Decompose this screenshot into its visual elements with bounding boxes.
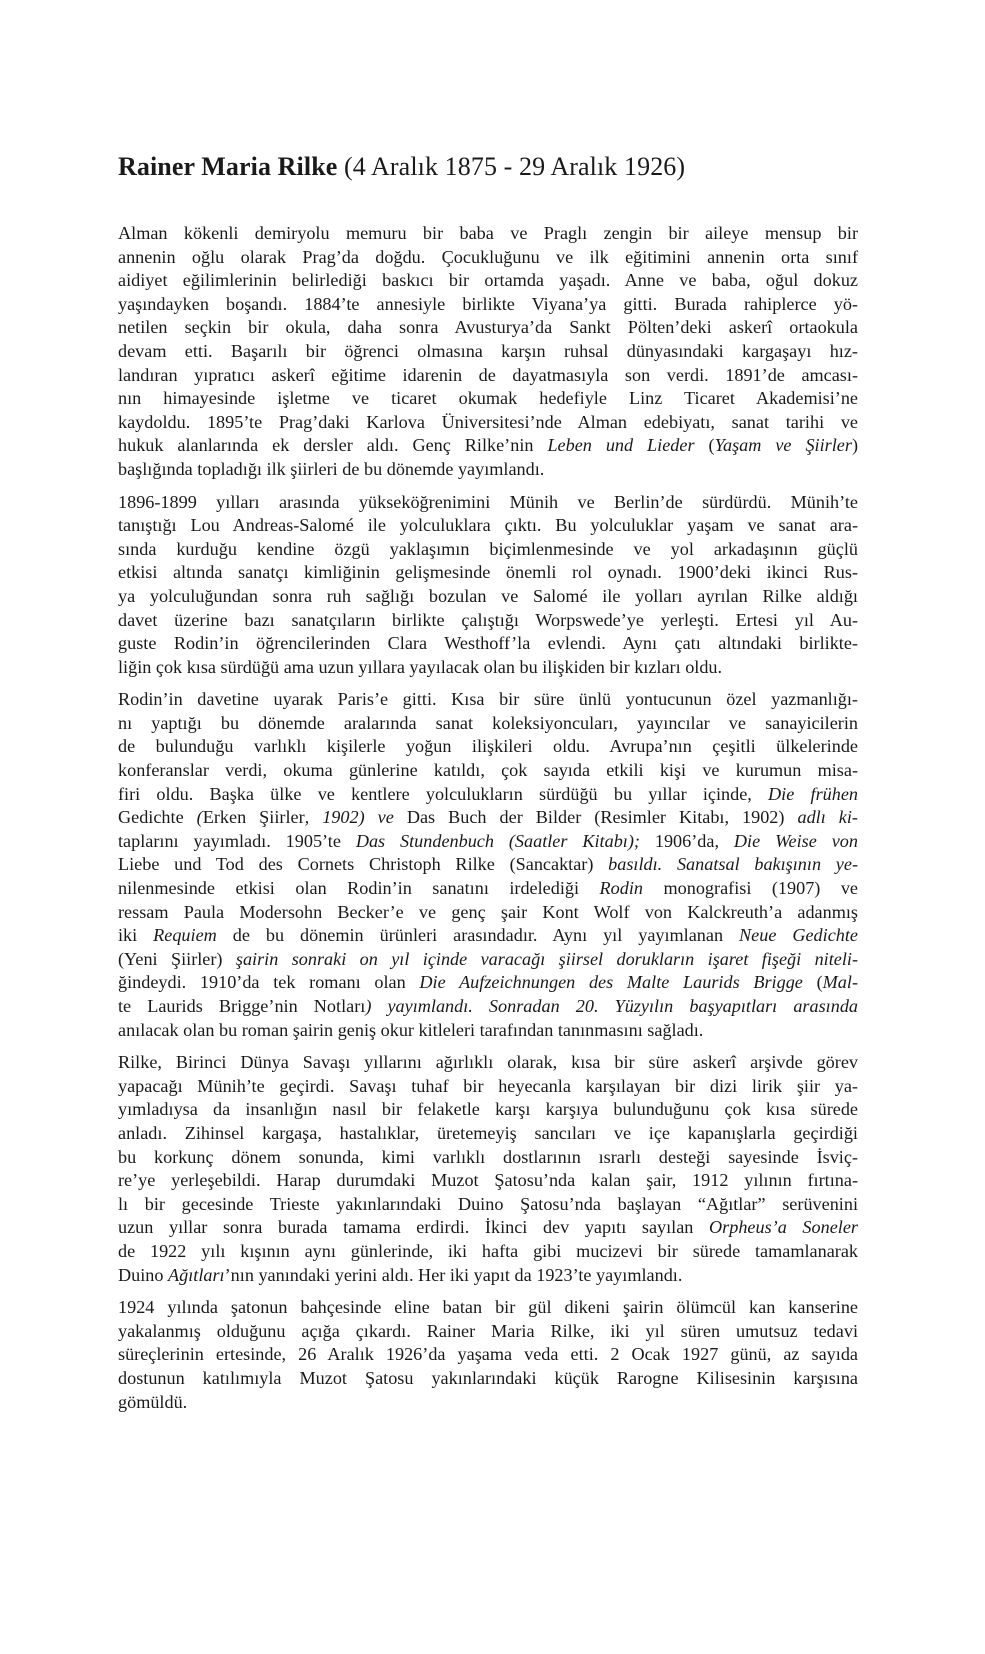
text-line: re’ye yerleşebildi. Harap durumdaki Muzot Şatosu’nda kalan şair, 1912 yılının fırtına-	[118, 1170, 858, 1191]
text-line: bu korkunç dönem sonunda, kimi varlıklı dostlarının ısrarlı desteği sayesinde İsviç-	[118, 1146, 858, 1167]
text-line: nın himayesinde işletme ve ticaret okumak hedefiyle Linz Ticaret Akademisi’ne	[118, 388, 858, 409]
text-line: yapacağı Münih’te geçirdi. Savaşı tuhaf bir heyecanla karşılayan bir dizi lirik şiir ya-	[118, 1075, 858, 1096]
paragraph	[118, 491, 858, 680]
text-line: hukuk alanlarında ek dersler aldı. Genç Rilke’nin Leben und Lieder (Yaşam ve Şiirler)	[118, 435, 858, 456]
text-line: te Laurids Brigge’nin Notları) yayımlandı. Sonradan 20. Yüzyılın başyapıtları arasında	[118, 996, 859, 1016]
text-line: liğin çok kısa sürdüğü ama uzun yıllara yayılacak olan bu ilişkiden bir kızları oldu.	[118, 656, 723, 677]
text-line: 1924 yılında şatonun bahçesinde eline batan bir gül dikeni şairin ölümcül kan kanserine	[118, 1297, 858, 1318]
text-line: (Yeni Şiirler) şairin sonraki on yıl içinde varacağı şiirsel dorukların işaret fişeği niteli-	[118, 948, 859, 969]
text-line: yımladıysa da insanlığın nasıl bir felaketle karşı karşıya bulunduğunu çok kısa sürede	[118, 1099, 858, 1120]
text-line: 1896-1899 yılları arasında yükseköğrenimini Münih ve Berlin’de sürdürdü. Münih’te	[118, 491, 858, 512]
text-line: Liebe und Tod des Cornets Christoph Rilke (Sancaktar) basıldı. Sanatsal bakışının ye-	[118, 854, 858, 875]
text-line: de 1922 yılı kışının aynı günlerinde, iki hafta gibi mucizevi bir sürede tamamlanarak	[118, 1240, 858, 1261]
text-line: ğindeydi. 1910’da tek romanı olan Die Aufzeichnungen des Malte Laurids Brigge (Mal-	[118, 972, 859, 993]
title-name: Rainer Maria Rilke	[118, 152, 338, 181]
text-line: davet üzerine bazı sanatçıların birlikte çalıştığı Worpswede’ye yerleşti. Ertesi yıl Au-	[118, 609, 858, 630]
text-line: Gedichte (Erken Şiirler, 1902) ve Das Buch der Bilder (Resimler Kitabı, 1902) adlı ki-	[118, 807, 858, 828]
text-line: anladı. Zihinsel kargaşa, hastalıklar, üretemeyiş sancıları ve içe kapanışlarla geçirdiği	[118, 1122, 858, 1143]
text-line: Duino Ağıtları’nın yanındaki yerini aldı. Her iki yapıt da 1923’te yayımlandı.	[118, 1264, 683, 1285]
text-line: lı bir gecesinde Trieste yakınlarındaki Duino Şatosu’nda başlayan “Ağıtlar” serüvenini	[118, 1193, 858, 1214]
paragraph	[118, 1296, 858, 1414]
text-line: taplarını yayımladı. 1905’te Das Stundenbuch (Saatler Kitabı); 1906’da, Die Weise von	[118, 830, 858, 851]
text-line: ressam Paula Modersohn Becker’e ve genç şair Kont Wolf von Kalckreuth’a adanmış	[118, 901, 858, 922]
text-line: tanıştığı Lou Andreas-Salomé ile yolculuklara çıktı. Bu yolculuklar yaşam ve sanat ara-	[118, 515, 858, 536]
text-line: nilenmesinde etkisi olan Rodin’in sanatını irdelediği Rodin monografisi (1907) ve	[118, 878, 858, 899]
text-line: anılacak olan bu roman şairin geniş okur kitleleri tarafından tanınmasını sağladı.	[118, 1019, 704, 1040]
paragraph	[118, 688, 858, 1042]
text-line: firi oldu. Başka ülke ve kentlere yolculukların sürdüğü bu yıllar içinde, Die frühen	[118, 783, 859, 804]
paragraph	[118, 222, 858, 482]
text-line: Alman kökenli demiryolu memuru bir baba ve Praglı zengin bir aileye mensup bir	[118, 223, 858, 243]
text-line: başlığında topladığı ilk şiirleri de bu dönemde yayımlandı.	[118, 458, 545, 479]
text-line: yakalanmış olduğunu açığa çıkardı. Rainer Maria Rilke, iki yıl süren umutsuz tedavi	[118, 1320, 858, 1341]
text-line: dostunun katılımıyla Muzot Şatosu yakınlarındaki küçük Rarogne Kilisesinin karşısına	[118, 1367, 858, 1388]
page-title	[118, 150, 858, 184]
page	[118, 150, 858, 1423]
text-line: netilen seçkin bir okula, daha sonra Avusturya’da Sankt Pölten’deki askerî ortaokula	[118, 317, 858, 338]
text-line: landıran yıpratıcı askerî eğitime idarenin de dayatmasıyla son verdi. 1891’de amcası-	[118, 364, 858, 385]
text-line: uzun yıllar sonra burada tamama erdirdi. İkinci dev yapıtı sayılan Orpheus’a Soneler	[118, 1217, 858, 1238]
text-line: Rodin’in davetine uyarak Paris’e gitti. Kısa bir süre ünlü yontucunun özel yazmanlığı-	[118, 689, 858, 710]
text-line: yaşındayken boşandı. 1884’te annesiyle birlikte Viyana’ya gitti. Burada rahiplerce yö-	[118, 293, 858, 314]
text-line: guste Rodin’in öğrencilerinden Clara Westhoff’la evlendi. Aynı çatı altındaki birlikte-	[118, 633, 858, 654]
text-line: aidiyet eğilimlerinin belirlediği baskıcı bir ortamda yaşadı. Anne ve baba, oğul dokuz	[118, 270, 858, 291]
paragraph	[118, 1051, 858, 1287]
text-line: etkisi altında sanatçı kimliğinin gelişmesinde önemli rol oynadı. 1900’deki ikinci Rus-	[118, 562, 858, 583]
text-line: ya yolculuğundan sonra ruh sağlığı bozulan ve Salomé ile yolları ayrılan Rilke aldığı	[118, 585, 858, 606]
body-text	[118, 222, 858, 1414]
text-line: süreçlerinin ertesinde, 26 Aralık 1926’da yaşama veda etti. 2 Ocak 1927 günü, az sayıda	[118, 1344, 858, 1365]
text-line: gömüldü.	[118, 1391, 188, 1412]
text-line: annenin oğlu olarak Prag’da doğdu. Çocukluğunu ve ilk eğitimini annenin orta sınıf	[118, 246, 858, 267]
text-line: devam etti. Başarılı bir öğrenci olmasına karşın ruhsal dünyasındaki kargaşayı hız-	[118, 340, 858, 361]
text-line: sında kurduğu kendine özgü yaklaşımın biçimlenmesinde ve yol arkadaşının güçlü	[118, 538, 858, 559]
text-line: nı yaptığı bu dönemde aralarında sanat koleksiyoncuları, yayıncılar ve sanayicilerin	[118, 712, 858, 733]
text-line: iki Requiem de bu dönemin ürünleri arasındadır. Aynı yıl yayımlanan Neue Gedichte	[118, 925, 858, 946]
text-line: kaydoldu. 1895’te Prag’daki Karlova Üniversitesi’nde Alman edebiyatı, sanat tarihi ve	[118, 411, 858, 432]
text-line: de bulunduğu varlıklı kişilerle yoğun ilişkileri oldu. Avrupa’nın çeşitli ülkelerinde	[118, 736, 858, 757]
text-line: Rilke, Birinci Dünya Savaşı yıllarını ağırlıklı olarak, kısa bir süre askerî arşivde görev	[118, 1052, 858, 1073]
title-dates: (4 Aralık 1875 - 29 Aralık 1926)	[344, 152, 686, 181]
text-line: konferanslar verdi, okuma günlerine katıldı, çok sayıda etkili kişi ve kurumun misa-	[118, 760, 858, 781]
